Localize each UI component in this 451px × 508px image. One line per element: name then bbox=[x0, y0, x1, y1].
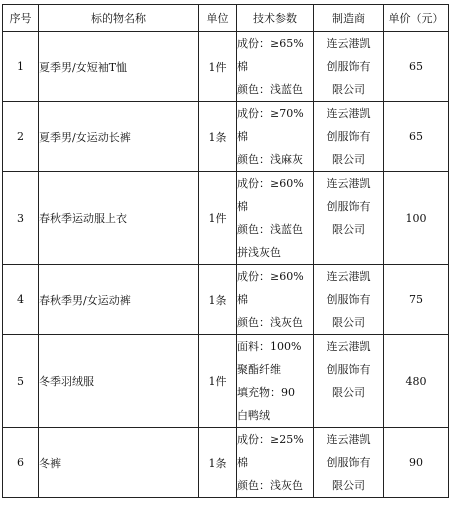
table-row bbox=[3, 172, 449, 265]
row-spec bbox=[237, 265, 314, 335]
table-row bbox=[3, 428, 449, 498]
maker-line: 创服饰有 bbox=[326, 456, 371, 469]
maker-line: 创服饰有 bbox=[326, 200, 371, 213]
spec-line: 面料：100% bbox=[237, 340, 302, 353]
maker-line: 连云港凯 bbox=[326, 433, 371, 446]
row-no: 2 bbox=[3, 102, 39, 172]
spec-line: 成份：≥60% bbox=[237, 270, 304, 283]
row-price: 65 bbox=[384, 32, 449, 102]
row-unit: 1条 bbox=[199, 428, 237, 498]
row-price: 75 bbox=[384, 265, 449, 335]
maker-line: 限公司 bbox=[332, 223, 365, 236]
spec-line: 白鸭绒 bbox=[237, 409, 270, 422]
spec-line: 棉 bbox=[237, 200, 248, 213]
row-price: 100 bbox=[384, 172, 449, 265]
maker-line: 限公司 bbox=[332, 153, 365, 166]
spec-line: 棉 bbox=[237, 60, 248, 73]
row-maker bbox=[314, 32, 384, 102]
spec-line: 颜色：浅蓝色 bbox=[237, 83, 303, 96]
row-no: 5 bbox=[3, 335, 39, 428]
row-item-name: 夏季男/女短袖T恤 bbox=[39, 32, 199, 102]
maker-line: 连云港凯 bbox=[326, 340, 371, 353]
table-row bbox=[3, 102, 449, 172]
row-unit: 1件 bbox=[199, 335, 237, 428]
header-price: 单价（元） bbox=[384, 5, 449, 32]
maker-line: 连云港凯 bbox=[326, 37, 371, 50]
spec-line: 颜色：浅麻灰 bbox=[237, 153, 303, 166]
row-maker bbox=[314, 172, 384, 265]
row-item-name: 冬裤 bbox=[39, 428, 199, 498]
spec-line: 棉 bbox=[237, 130, 248, 143]
header-item-name: 标的物名称 bbox=[39, 5, 199, 32]
spec-line: 成份：≥65% bbox=[237, 37, 304, 50]
maker-line: 创服饰有 bbox=[326, 363, 371, 376]
product-spec-table bbox=[2, 4, 449, 498]
row-unit: 1条 bbox=[199, 265, 237, 335]
header-unit: 单位 bbox=[199, 5, 237, 32]
row-price: 65 bbox=[384, 102, 449, 172]
table-row bbox=[3, 265, 449, 335]
maker-line: 创服饰有 bbox=[326, 293, 371, 306]
spec-line: 拼浅灰色 bbox=[237, 246, 281, 259]
table-row bbox=[3, 335, 449, 428]
spec-line: 颜色：浅蓝色 bbox=[237, 223, 303, 236]
row-maker bbox=[314, 428, 384, 498]
header-spec: 技术参数 bbox=[237, 5, 314, 32]
row-item-name: 冬季羽绒服 bbox=[39, 335, 199, 428]
maker-line: 限公司 bbox=[332, 386, 365, 399]
spec-line: 聚酯纤维 bbox=[237, 363, 281, 376]
row-no: 1 bbox=[3, 32, 39, 102]
row-item-name: 夏季男/女运动长裤 bbox=[39, 102, 199, 172]
spec-line: 棉 bbox=[237, 293, 248, 306]
row-no: 6 bbox=[3, 428, 39, 498]
row-spec bbox=[237, 335, 314, 428]
maker-line: 连云港凯 bbox=[326, 177, 371, 190]
row-item-name: 春秋季运动服上衣 bbox=[39, 172, 199, 265]
row-spec bbox=[237, 32, 314, 102]
maker-line: 限公司 bbox=[332, 479, 365, 492]
header-row bbox=[3, 5, 449, 32]
row-maker bbox=[314, 265, 384, 335]
table-row bbox=[3, 32, 449, 102]
spec-line: 成份：≥60% bbox=[237, 177, 304, 190]
row-maker bbox=[314, 102, 384, 172]
header-no: 序号 bbox=[3, 5, 39, 32]
spec-line: 填充物：90 bbox=[237, 386, 295, 399]
row-price: 90 bbox=[384, 428, 449, 498]
header-maker: 制造商 bbox=[314, 5, 384, 32]
row-item-name: 春秋季男/女运动裤 bbox=[39, 265, 199, 335]
row-maker bbox=[314, 335, 384, 428]
row-spec bbox=[237, 172, 314, 265]
row-price: 480 bbox=[384, 335, 449, 428]
row-spec bbox=[237, 428, 314, 498]
spec-line: 成份：≥25% bbox=[237, 433, 304, 446]
maker-line: 连云港凯 bbox=[326, 107, 371, 120]
spec-line: 颜色：浅灰色 bbox=[237, 316, 303, 329]
row-unit: 1件 bbox=[199, 32, 237, 102]
maker-line: 创服饰有 bbox=[326, 130, 371, 143]
maker-line: 连云港凯 bbox=[326, 270, 371, 283]
maker-line: 创服饰有 bbox=[326, 60, 371, 73]
spec-line: 颜色：浅灰色 bbox=[237, 479, 303, 492]
spec-line: 棉 bbox=[237, 456, 248, 469]
row-no: 3 bbox=[3, 172, 39, 265]
spec-line: 成份：≥70% bbox=[237, 107, 304, 120]
maker-line: 限公司 bbox=[332, 83, 365, 96]
row-no: 4 bbox=[3, 265, 39, 335]
row-unit: 1条 bbox=[199, 102, 237, 172]
row-spec bbox=[237, 102, 314, 172]
maker-line: 限公司 bbox=[332, 316, 365, 329]
row-unit: 1件 bbox=[199, 172, 237, 265]
